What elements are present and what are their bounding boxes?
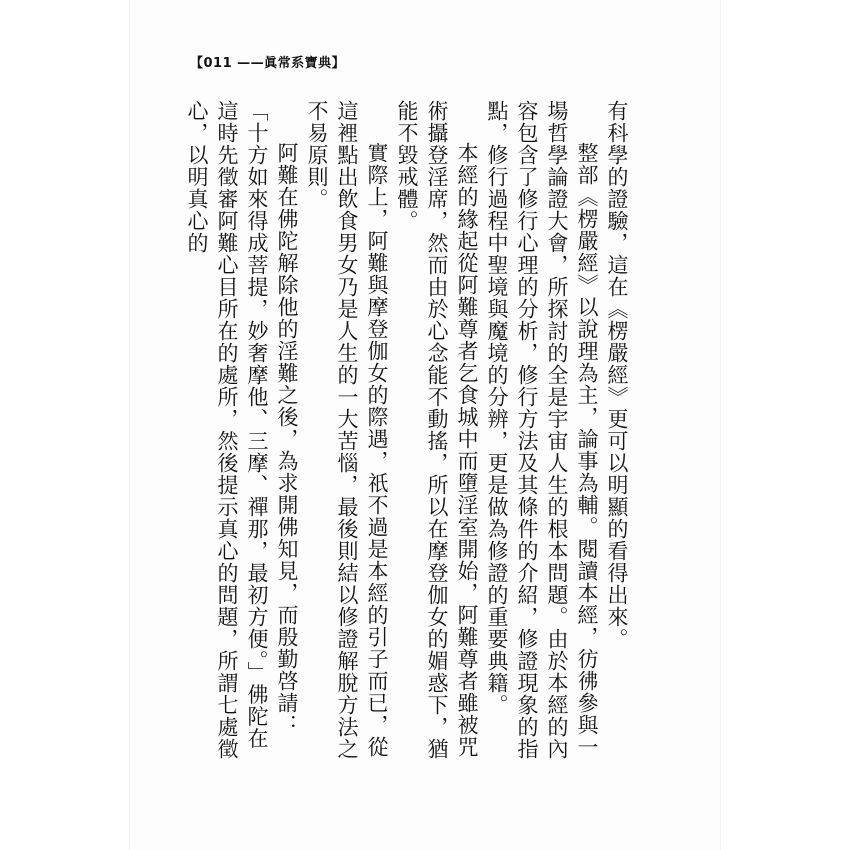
page-header: 【011 ——眞常系寶典】 bbox=[190, 56, 346, 71]
paragraph-4: 實際上，阿難與摩登伽女的際遇，祇不過是本經的引子而已，從這裡點出飲食男女乃是人生的一大苦惱，最後則結以修證解脫方法之不易原則。 bbox=[305, 100, 389, 760]
body-text bbox=[182, 100, 632, 765]
paragraph-3: 本經的緣起從阿難尊者乞食城中而墮淫室開始，阿難尊者雖被咒術攝登淫席，然而由於心念能不動搖，所以在摩登伽女的媚惑下，猶能不毀戒體。 bbox=[395, 100, 479, 760]
paragraph-2: 整部《楞嚴經》以說理為主，論事為輔。閱讀本經，彷彿參與一場哲學論證大會，所探討的全是宇宙人生的根本問題。由於本經的內容包含了修行心理的分析，修行方法及其條件的介紹，修證現象的指點，修行過程中聖境與魔境的分辨，更是做為修證的重要典籍。 bbox=[485, 100, 599, 760]
paragraph-5: 阿難在佛陀解除他的淫難之後，為求開佛知見，而殷勤啓請：「十方如來得成菩提，妙奢摩他、三摩、禪那，最初方便。」佛陀在這時先徵審阿難心目所在的處所，然後提示真心的問題，所謂七處徵心，以明真心的 bbox=[185, 100, 299, 760]
paragraph-1: 有科學的證驗，這在《楞嚴經》更可以明顯的看得出來。 bbox=[605, 100, 629, 650]
